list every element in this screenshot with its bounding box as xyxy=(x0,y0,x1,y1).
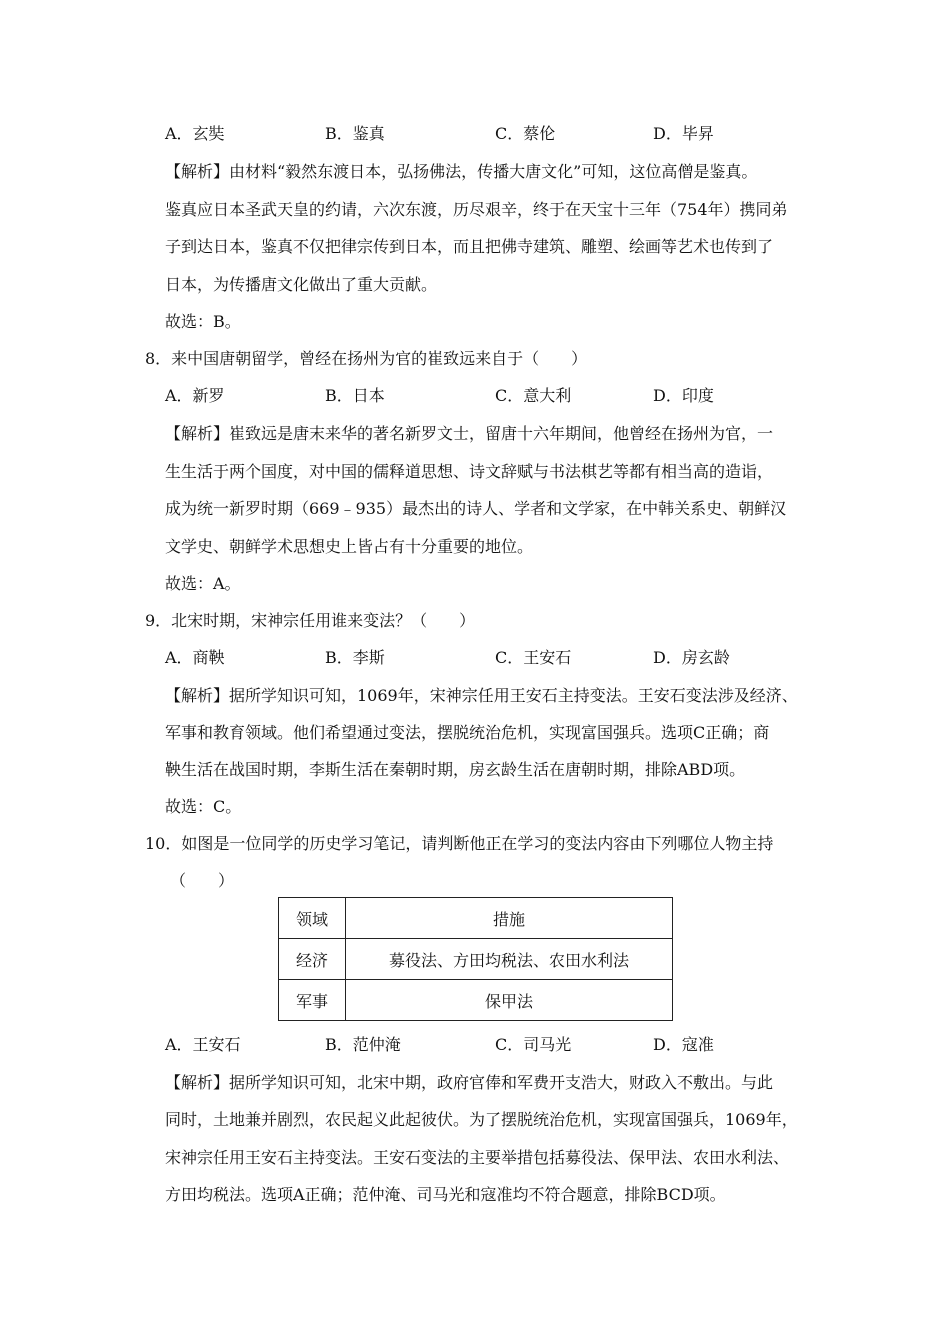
q10-question: 10．如图是一位同学的历史学习笔记，请判断他正在学习的变法内容由下列哪位人物主持 xyxy=(145,834,774,853)
q8-option-b: B．日本 xyxy=(325,386,385,405)
table-cell: 经济 xyxy=(279,939,346,980)
q7-option-d: D．毕昇 xyxy=(653,124,714,143)
q10-option-b: B．范仲淹 xyxy=(325,1035,401,1054)
q8-option-c: C．意大利 xyxy=(495,386,572,405)
table-header-row xyxy=(279,898,673,939)
q9-option-b: B．李斯 xyxy=(325,648,385,667)
q10-analysis-line-1: 【解析】据所学知识可知，北宋中期，政府官俸和军费开支浩大，财政入不敷出。与此 xyxy=(165,1073,774,1092)
q7-analysis-line-3: 子到达日本，鉴真不仅把律宗传到日本，而且把佛寺建筑、雕塑、绘画等艺术也传到了 xyxy=(165,237,774,256)
q10-options xyxy=(165,1035,785,1055)
q10-question-paren: （ ） xyxy=(170,871,235,890)
q8-answer: 故选：A。 xyxy=(165,574,241,593)
q10-option-a: A．王安石 xyxy=(165,1035,241,1054)
q9-analysis-line-2: 军事和教育领域。他们希望通过变法，摆脱统治危机，实现富国强兵。选项C正确；商 xyxy=(165,723,770,742)
table-header-cell: 措施 xyxy=(346,898,673,939)
q8-analysis-line-2: 生生活于两个国度，对中国的儒释道思想、诗文辞赋与书法棋艺等都有相当高的造诣， xyxy=(165,462,774,481)
q10-analysis-line-3: 宋神宗任用王安石主持变法。王安石变法的主要举措包括募役法、保甲法、农田水利法、 xyxy=(165,1148,790,1167)
q9-options xyxy=(165,648,785,668)
q8-option-a: A．新罗 xyxy=(165,386,225,405)
q9-analysis-line-3: 鞅生活在战国时期，李斯生活在秦朝时期，房玄龄生活在唐朝时期，排除ABD项。 xyxy=(165,760,746,779)
q7-option-c: C．蔡伦 xyxy=(495,124,556,143)
q8-question: 8．来中国唐朝留学，曾经在扬州为官的崔致远来自于（ ） xyxy=(145,349,588,368)
q10-analysis-line-4: 方田均税法。选项A正确；范仲淹、司马光和寇准均不符合题意，排除BCD项。 xyxy=(165,1185,726,1204)
q7-option-a: A．玄奘 xyxy=(165,124,225,143)
q9-option-d: D．房玄龄 xyxy=(653,648,730,667)
table-cell: 募役法、方田均税法、农田水利法 xyxy=(346,939,673,980)
q9-option-a: A．商鞅 xyxy=(165,648,225,667)
q9-analysis-line-1: 【解析】据所学知识可知，1069年，宋神宗任用王安石主持变法。王安石变法涉及经济、 xyxy=(165,686,798,705)
table-row xyxy=(279,939,673,980)
table-cell: 保甲法 xyxy=(346,980,673,1021)
q8-options xyxy=(165,386,785,406)
q9-answer: 故选：C。 xyxy=(165,797,242,816)
q7-analysis-line-2: 鉴真应日本圣武天皇的约请，六次东渡，历尽艰辛，终于在天宝十三年（754年）携同弟 xyxy=(165,200,788,219)
q7-option-b: B．鉴真 xyxy=(325,124,385,143)
q7-analysis-line-4: 日本，为传播唐文化做出了重大贡献。 xyxy=(165,275,438,294)
study-notes-table xyxy=(278,897,673,1021)
q8-analysis-line-1: 【解析】崔致远是唐末来华的著名新罗文士，留唐十六年期间，他曾经在扬州为官，一 xyxy=(165,424,774,443)
q9-question: 9．北宋时期，宋神宗任用谁来变法？（ ） xyxy=(145,611,476,630)
q7-answer: 故选：B。 xyxy=(165,312,241,331)
q8-analysis-line-3: 成为统一新罗时期（669﹣935）最杰出的诗人、学者和文学家，在中韩关系史、朝鲜汉 xyxy=(165,499,787,518)
q10-option-d: D．寇准 xyxy=(653,1035,714,1054)
q9-option-c: C．王安石 xyxy=(495,648,572,667)
q7-analysis-line-1: 【解析】由材料“毅然东渡日本，弘扬佛法，传播大唐文化”可知，这位高僧是鉴真。 xyxy=(165,162,758,181)
q8-option-d: D．印度 xyxy=(653,386,714,405)
q10-option-c: C．司马光 xyxy=(495,1035,572,1054)
table-header-cell: 领域 xyxy=(279,898,346,939)
q8-analysis-line-4: 文学史、朝鲜学术思想史上皆占有十分重要的地位。 xyxy=(165,537,534,556)
table-cell: 军事 xyxy=(279,980,346,1021)
q7-options xyxy=(165,124,785,144)
table-row xyxy=(279,980,673,1021)
q10-analysis-line-2: 同时，土地兼并剧烈，农民起义此起彼伏。为了摆脱统治危机，实现富国强兵，1069年， xyxy=(165,1110,798,1129)
